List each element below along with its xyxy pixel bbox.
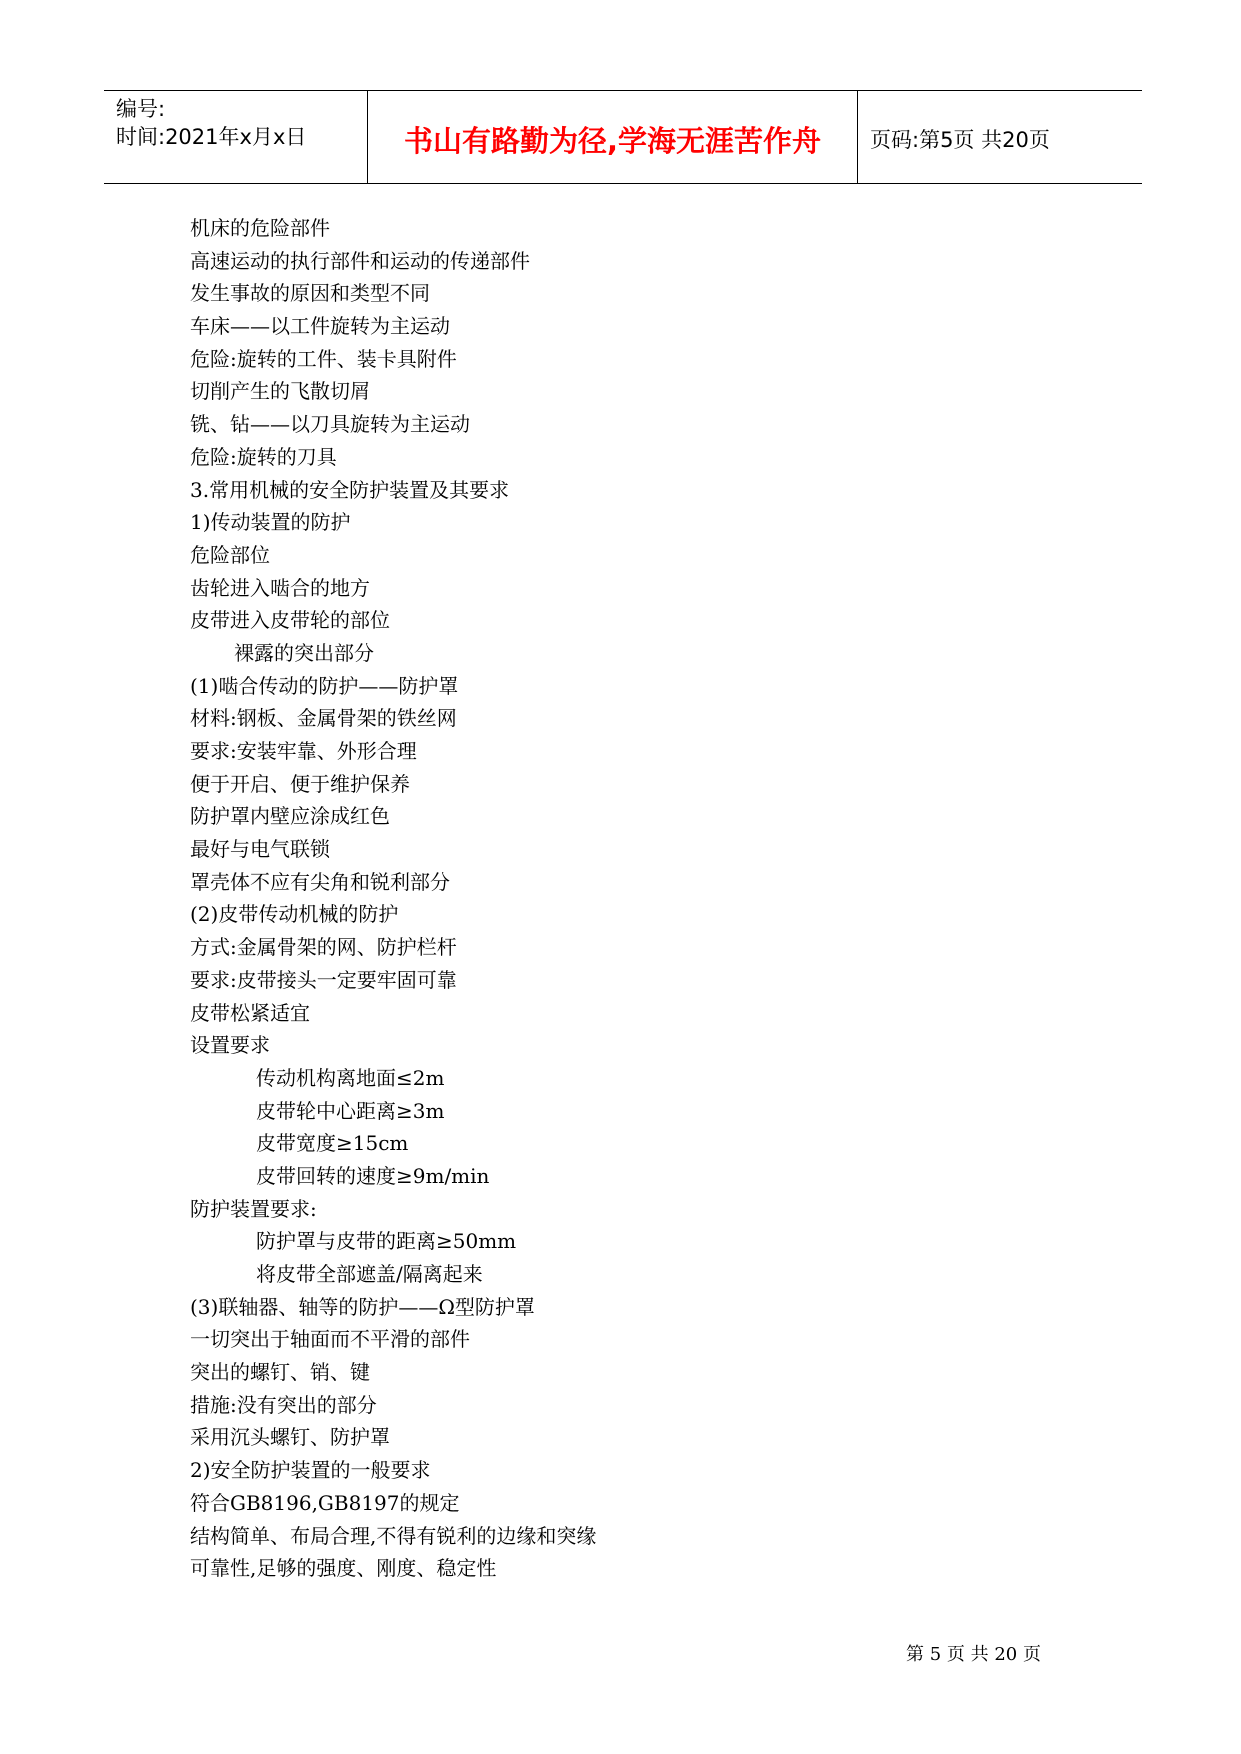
text-line: 一切突出于轴面而不平滑的部件 [190,1327,470,1352]
body-text [190,212,1090,1585]
text-line: 皮带回转的速度≥9m/min [256,1163,490,1188]
text-line: 材料:钢板、金属骨架的铁丝网 [190,706,457,731]
text-line: 齿轮进入啮合的地方 [190,575,370,600]
motto-text: 书山有路勤为径,学海无涯苦作舟 [403,123,822,158]
text-line: 危险:旋转的刀具 [190,444,337,469]
text-line: 危险部位 [190,542,270,567]
text-line: 发生事故的原因和类型不同 [190,281,430,306]
text-line: 铣、钻——以刀具旋转为主运动 [190,412,470,437]
text-line: 危险:旋转的工件、装卡具附件 [190,346,457,371]
text-line: 防护装置要求: [190,1196,317,1221]
text-line: 突出的螺钉、销、键 [190,1360,370,1385]
text-line: 皮带进入皮带轮的部位 [190,608,390,633]
text-line: 结构简单、布局合理,不得有锐利的边缘和突缘 [190,1523,597,1548]
text-line: 要求:安装牢靠、外形合理 [190,739,417,763]
text-line: 3.常用机械的安全防护装置及其要求 [190,477,510,502]
text-line: (2)皮带传动机械的防护 [190,902,399,927]
text-line: 高速运动的执行部件和运动的传递部件 [190,248,530,273]
time-text: 时间:2021年x月x日 [116,125,307,149]
text-line: 1)传动装置的防护 [190,510,351,535]
text-line: 车床——以工件旋转为主运动 [190,314,450,339]
text-line: 要求:皮带接头一定要牢固可靠 [190,967,457,992]
header-info-cell [104,91,368,183]
text-line: (1)啮合传动的防护——防护罩 [190,673,459,698]
text-line: 防护罩与皮带的距离≥50mm [256,1229,517,1254]
text-line: 采用沉头螺钉、防护罩 [190,1425,390,1450]
text-line: 2)安全防护装置的一般要求 [190,1458,431,1483]
text-line: 防护罩内壁应涂成红色 [190,804,390,829]
text-line: 最好与电气联锁 [190,837,330,862]
text-line: 切削产生的飞散切屑 [190,379,370,404]
text-line: 罩壳体不应有尖角和锐利部分 [190,869,450,894]
page-footer [906,1640,1041,1666]
text-line: 措施:没有突出的部分 [190,1392,377,1417]
text-line: 符合GB8196,GB8197的规定 [190,1490,460,1515]
text-line: (3)联轴器、轴等的防护——Ω型防护罩 [190,1294,535,1319]
footer-page-number: 第 5 页 共 20 页 [906,1644,1041,1665]
text-line: 将皮带全部遮盖/隔离起来 [256,1262,483,1286]
text-line: 机床的危险部件 [190,216,330,240]
text-line: 可靠性,足够的强度、刚度、稳定性 [190,1556,497,1581]
page-code-text: 页码:第5页 共20页 [870,128,1050,152]
number-label: 编号: [116,97,166,121]
header-motto-cell [368,91,858,183]
text-line: 设置要求 [190,1033,270,1058]
text-line: 方式:金属骨架的网、防护栏杆 [190,935,457,960]
header-page-cell [858,91,1142,183]
text-line: 皮带松紧适宜 [190,1000,310,1025]
text-line: 皮带轮中心距离≥3m [256,1098,445,1123]
text-line: 裸露的突出部分 [234,640,374,665]
text-line: 传动机构离地面≤2m [256,1065,445,1090]
text-line: 皮带宽度≥15cm [256,1131,409,1156]
text-line: 便于开启、便于维护保养 [190,771,410,796]
page-header [104,90,1142,184]
